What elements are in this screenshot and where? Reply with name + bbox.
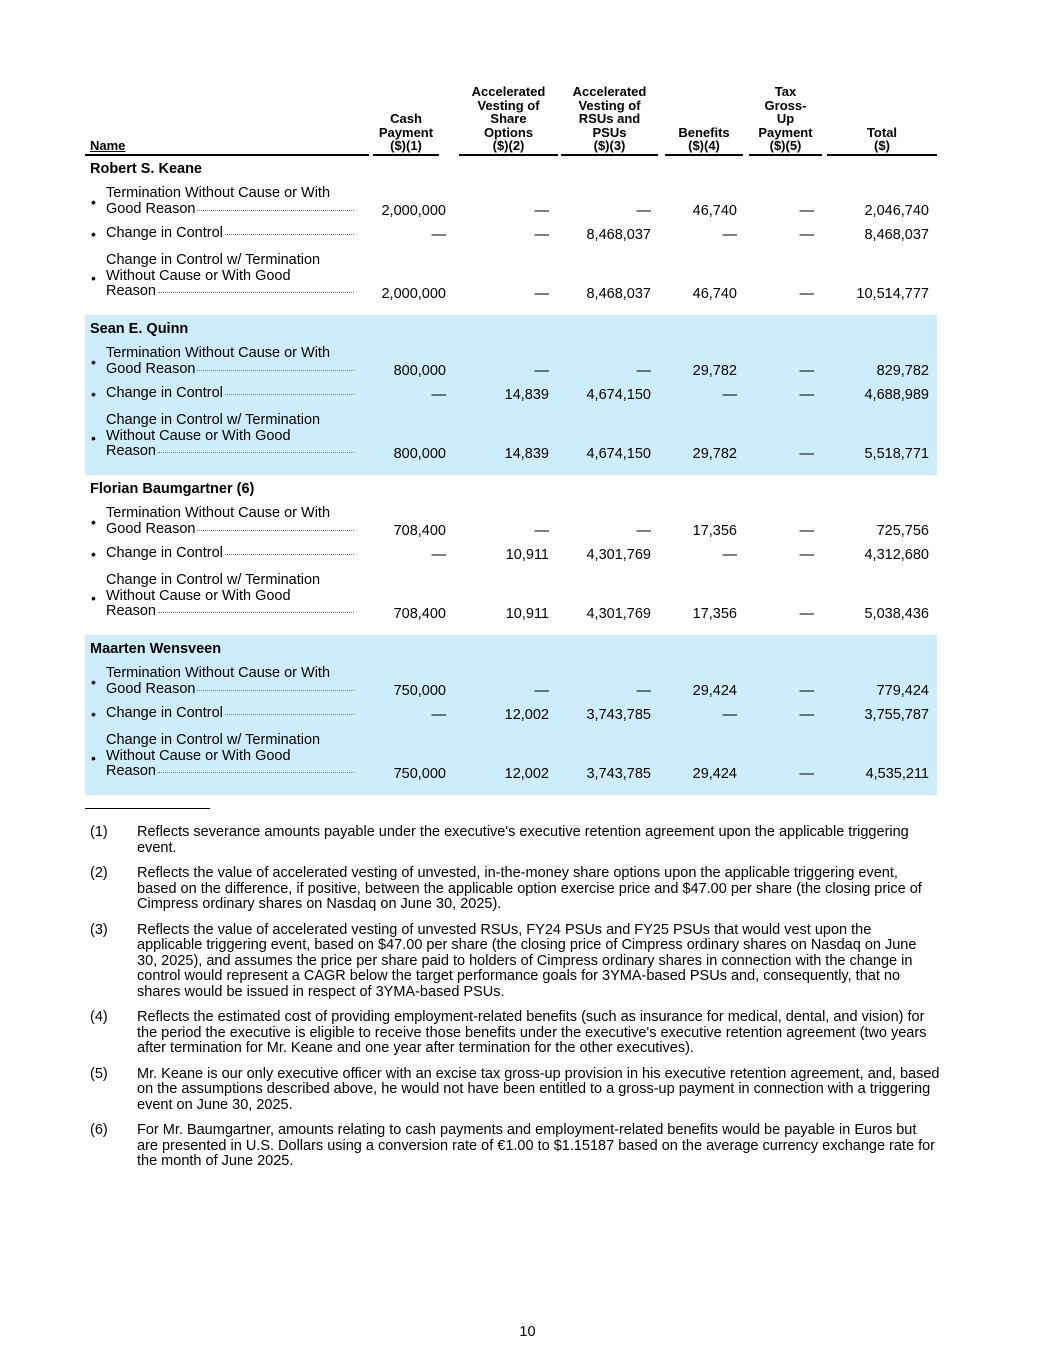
- scenario-line: Change in Control w/ Termination: [106, 412, 321, 428]
- scenario-description: [106, 573, 356, 620]
- footnote-marker: (6): [90, 1122, 108, 1138]
- scenario-description: [106, 253, 356, 300]
- cell-benefits: 46,740: [692, 286, 737, 302]
- table-row: [85, 253, 937, 303]
- scenario-line: Change in Control: [106, 705, 223, 721]
- cell-cash-payment: —: [431, 227, 446, 243]
- bullet-icon: •: [91, 590, 96, 606]
- cell-cash-payment: 800,000: [393, 446, 446, 462]
- cell-rsus-psus: 4,301,769: [586, 606, 651, 622]
- bullet-icon: •: [91, 226, 96, 242]
- scenario-line: Good Reason: [106, 680, 196, 697]
- cell-tax-gross-up: —: [799, 227, 814, 243]
- cell-share-options: 10,911: [505, 547, 549, 563]
- scenario-line: Change in Control w/ Termination: [106, 252, 321, 268]
- cell-cash-payment: 2,000,000: [381, 286, 446, 302]
- scenario-line: Termination Without Cause or With: [106, 345, 331, 361]
- bullet-icon: •: [91, 386, 96, 402]
- cell-tax-gross-up: —: [799, 523, 814, 539]
- dot-leader: [197, 690, 354, 691]
- dot-leader: [225, 394, 354, 395]
- footnote: [90, 923, 940, 1001]
- dot-leader: [197, 530, 354, 531]
- cell-total: 4,535,211: [865, 766, 929, 782]
- scenario-line: Without Cause or With Good: [106, 427, 291, 444]
- scenario-description: [106, 386, 356, 402]
- scenario-description: [106, 226, 356, 242]
- header-total: Total ($): [827, 126, 937, 156]
- scenario-line: Reason: [106, 603, 156, 619]
- bullet-icon: •: [91, 354, 96, 370]
- scenario-description: [106, 706, 356, 722]
- header-tax-gross-up: Tax Gross- Up Payment ($)(5): [749, 85, 822, 156]
- header-cash-payment: Cash Payment ($)(1): [373, 112, 439, 156]
- footnote-text: Reflects the estimated cost of providing employment-related benefits (such as insurance for medical, dental, and vision) for the period the executive is eligible to receive those benefits under the executive's executive retention agreement (two years after termination for Mr. Keane and one year after termination for the other executives).: [137, 1009, 927, 1056]
- cell-benefits: 29,424: [692, 766, 737, 782]
- cell-tax-gross-up: —: [799, 547, 814, 563]
- table-row: [85, 346, 937, 380]
- table-row: [85, 413, 937, 463]
- cell-rsus-psus: —: [636, 523, 651, 539]
- footnote-text: Reflects the value of accelerated vesting of unvested RSUs, FY24 PSUs and FY25 PSUs that would vest upon the applicable triggering event, based on $47.00 per share (the closing price of Cimpress ordinary shares on Nasdaq on June 30, 2025), and assumes the price per share paid to holders of Cimpress ordinary shares in connection with the change in control would represent a CAGR below the target performance goals for 3YMA-based PSUs and, consequently, that no shares would be issued in respect of 3YMA-based PSUs.: [137, 921, 917, 1000]
- scenario-line: Change in Control: [106, 545, 223, 561]
- page-number: 10: [519, 1324, 536, 1340]
- footnote-divider: [85, 808, 210, 809]
- header-benefits: Benefits ($)(4): [665, 126, 743, 156]
- table-row: [85, 546, 937, 564]
- dot-leader: [197, 370, 354, 371]
- cell-rsus-psus: 3,743,785: [586, 707, 651, 723]
- header-name: Name: [85, 139, 369, 156]
- cell-benefits: —: [722, 387, 737, 403]
- executive-group: [85, 315, 937, 475]
- cell-share-options: 10,911: [505, 606, 549, 622]
- dot-leader: [225, 714, 354, 715]
- cell-rsus-psus: 3,743,785: [586, 766, 651, 782]
- cell-rsus-psus: 4,674,150: [586, 446, 651, 462]
- header-rsus-psus: Accelerated Vesting of RSUs and PSUs ($)(3): [561, 85, 658, 156]
- cell-rsus-psus: —: [636, 683, 651, 699]
- scenario-line: Reason: [106, 283, 156, 299]
- footnote-text: For Mr. Baumgartner, amounts relating to cash payments and employment-related benefits would be payable in Euros but are presented in U.S. Dollars using a conversion rate of €1.00 to $1.15187 based on the average currency exchange rate for the month of June 2025.: [137, 1122, 935, 1169]
- cell-tax-gross-up: —: [799, 683, 814, 699]
- cell-total: 8,468,037: [864, 227, 929, 243]
- cell-total: 4,688,989: [864, 387, 929, 403]
- dot-leader: [158, 772, 354, 773]
- cell-cash-payment: 800,000: [393, 363, 446, 379]
- cell-share-options: 12,002: [504, 707, 549, 723]
- cell-cash-payment: 750,000: [393, 766, 446, 782]
- dot-leader: [158, 612, 354, 613]
- scenario-description: [106, 413, 356, 460]
- cell-total: 4,312,680: [864, 547, 929, 563]
- table-row: [85, 386, 937, 404]
- cell-total: 779,424: [876, 683, 929, 699]
- dot-leader: [225, 234, 354, 235]
- bullet-icon: •: [91, 674, 96, 690]
- footnote: [90, 1123, 940, 1170]
- cell-total: 829,782: [876, 363, 929, 379]
- cell-benefits: 29,782: [692, 363, 737, 379]
- scenario-line: Change in Control w/ Termination: [106, 572, 321, 588]
- cell-cash-payment: —: [431, 707, 446, 723]
- cell-share-options: —: [534, 363, 549, 379]
- table-row: [85, 226, 937, 244]
- cell-tax-gross-up: —: [799, 766, 814, 782]
- bullet-icon: •: [91, 514, 96, 530]
- header-share-options: Accelerated Vesting of Share Options ($)(2): [459, 85, 558, 156]
- cell-benefits: —: [722, 227, 737, 243]
- cell-rsus-psus: 4,301,769: [586, 547, 651, 563]
- dot-leader: [158, 292, 354, 293]
- scenario-description: [106, 186, 356, 217]
- executive-name: Florian Baumgartner (6): [90, 481, 255, 497]
- table-row: [85, 706, 937, 724]
- cell-tax-gross-up: —: [799, 606, 814, 622]
- bullet-icon: •: [91, 270, 96, 286]
- footnote-marker: (1): [90, 824, 108, 840]
- scenario-line: Termination Without Cause or With: [106, 185, 331, 201]
- scenario-line: Change in Control: [106, 385, 223, 401]
- executive-group: [85, 475, 937, 635]
- cell-cash-payment: 708,400: [393, 523, 446, 539]
- cell-rsus-psus: 8,468,037: [586, 286, 651, 302]
- cell-total: 5,518,771: [864, 446, 929, 462]
- bullet-icon: •: [91, 194, 96, 210]
- table-row: [85, 506, 937, 540]
- footnote-text: Mr. Keane is our only executive officer with an excise tax gross-up provision in his executive retention agreement, and, based on the assumptions described above, he would not have been entitled to a gross-up payment in connection with a triggering event on June 30, 2025.: [137, 1065, 940, 1113]
- scenario-line: Termination Without Cause or With: [106, 665, 331, 681]
- table-row: [85, 573, 937, 623]
- cell-benefits: 17,356: [692, 606, 737, 622]
- cell-share-options: —: [534, 203, 549, 219]
- cell-benefits: 29,424: [692, 683, 737, 699]
- scenario-line: Good Reason: [106, 200, 196, 217]
- dot-leader: [197, 210, 354, 211]
- table-body: [85, 155, 937, 795]
- cell-share-options: —: [534, 683, 549, 699]
- cell-total: 5,038,436: [864, 606, 929, 622]
- scenario-line: Change in Control w/ Termination: [106, 732, 321, 748]
- footnote: [90, 866, 940, 913]
- footnote-text: Reflects the value of accelerated vesting of unvested, in-the-money share options upon the applicable triggering event, based on the difference, if positive, between the applicable option exercise price and $47.00 per share (the closing price of Cimpress ordinary shares on Nasdaq on June 30, 2025).: [137, 865, 922, 912]
- cell-share-options: 14,839: [504, 387, 549, 403]
- cell-cash-payment: 708,400: [393, 606, 446, 622]
- cell-benefits: —: [722, 707, 737, 723]
- scenario-description: [106, 546, 356, 562]
- table-row: [85, 186, 937, 220]
- footnote-marker: (4): [90, 1009, 108, 1025]
- footnotes: [90, 825, 940, 1180]
- cell-total: 725,756: [876, 523, 929, 539]
- scenario-line: Reason: [106, 443, 156, 459]
- cell-share-options: —: [534, 286, 549, 302]
- footnote-marker: (2): [90, 865, 108, 881]
- scenario-line: Termination Without Cause or With: [106, 505, 331, 521]
- scenario-description: [106, 733, 356, 780]
- scenario-line: Without Cause or With Good: [106, 747, 291, 764]
- footnote: [90, 1067, 940, 1114]
- executive-group: [85, 635, 937, 795]
- scenario-description: [106, 346, 356, 377]
- footnote: [90, 825, 940, 856]
- cell-tax-gross-up: —: [799, 446, 814, 462]
- dot-leader: [158, 452, 354, 453]
- table-row: [85, 666, 937, 700]
- cell-total: 10,514,777: [856, 286, 929, 302]
- cell-cash-payment: 750,000: [393, 683, 446, 699]
- cell-benefits: —: [722, 547, 737, 563]
- scenario-line: Change in Control: [106, 225, 223, 241]
- table-row: [85, 733, 937, 783]
- scenario-line: Without Cause or With Good: [106, 587, 291, 604]
- cell-cash-payment: —: [431, 547, 446, 563]
- cell-tax-gross-up: —: [799, 363, 814, 379]
- cell-tax-gross-up: —: [799, 203, 814, 219]
- cell-tax-gross-up: —: [799, 286, 814, 302]
- bullet-icon: •: [91, 750, 96, 766]
- footnote-text: Reflects severance amounts payable under the executive's executive retention agreement upon the applicable triggering event.: [137, 824, 909, 856]
- scenario-line: Without Cause or With Good: [106, 267, 291, 284]
- executive-name: Maarten Wensveen: [90, 641, 222, 657]
- table-header: [85, 82, 937, 156]
- cell-rsus-psus: —: [636, 363, 651, 379]
- cell-benefits: 29,782: [692, 446, 737, 462]
- bullet-icon: •: [91, 706, 96, 722]
- cell-cash-payment: 2,000,000: [381, 203, 446, 219]
- cell-tax-gross-up: —: [799, 707, 814, 723]
- cell-rsus-psus: —: [636, 203, 651, 219]
- cell-benefits: 17,356: [692, 523, 737, 539]
- scenario-description: [106, 506, 356, 537]
- scenario-line: Good Reason: [106, 520, 196, 537]
- cell-rsus-psus: 4,674,150: [586, 387, 651, 403]
- footnote: [90, 1010, 940, 1057]
- scenario-line: Good Reason: [106, 360, 196, 377]
- cell-tax-gross-up: —: [799, 387, 814, 403]
- cell-share-options: 12,002: [504, 766, 549, 782]
- cell-share-options: 14,839: [504, 446, 549, 462]
- cell-share-options: —: [534, 523, 549, 539]
- cell-total: 2,046,740: [864, 203, 929, 219]
- cell-share-options: —: [534, 227, 549, 243]
- scenario-description: [106, 666, 356, 697]
- executive-name: Sean E. Quinn: [90, 321, 189, 337]
- bullet-icon: •: [91, 430, 96, 446]
- cell-rsus-psus: 8,468,037: [586, 227, 651, 243]
- footnote-marker: (3): [90, 921, 108, 938]
- dot-leader: [225, 554, 354, 555]
- footnote-marker: (5): [90, 1065, 108, 1082]
- cell-cash-payment: —: [431, 387, 446, 403]
- cell-total: 3,755,787: [864, 707, 929, 723]
- executive-group: [85, 155, 937, 315]
- cell-benefits: 46,740: [692, 203, 737, 219]
- bullet-icon: •: [91, 546, 96, 562]
- scenario-line: Reason: [106, 763, 156, 779]
- executive-name: Robert S. Keane: [90, 161, 202, 177]
